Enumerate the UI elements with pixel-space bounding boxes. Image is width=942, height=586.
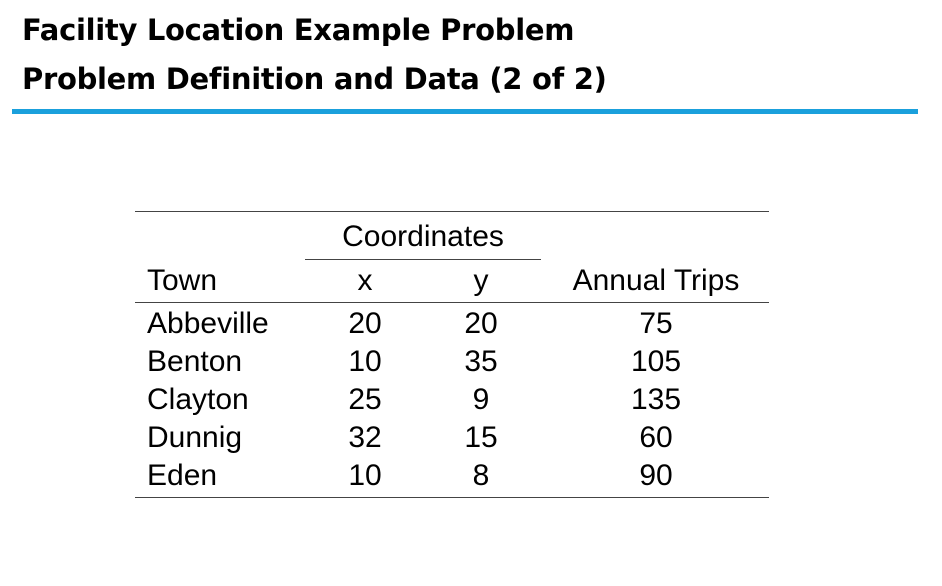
x-cell: 25 — [348, 383, 382, 416]
title-line-1: Facility Location Example Problem — [22, 13, 575, 47]
x-cell: 20 — [348, 307, 382, 340]
y-cell: 8 — [472, 459, 490, 492]
y-cell: 9 — [472, 383, 490, 416]
header-y: y — [473, 264, 489, 297]
y-cell: 35 — [464, 345, 498, 378]
town-cell: Benton — [147, 345, 243, 378]
trips-cell: 60 — [639, 421, 673, 454]
y-cell: 15 — [464, 421, 498, 454]
town-cell: Eden — [147, 459, 218, 492]
header-x: x — [357, 264, 373, 297]
header-town: Town — [147, 264, 218, 297]
coordinates-header: Coordinates — [342, 220, 504, 253]
slide-title — [22, 6, 902, 104]
x-cell: 32 — [348, 421, 382, 454]
table-bottom-rule — [135, 497, 769, 498]
coordinates-rule — [305, 259, 541, 260]
trips-cell: 105 — [630, 345, 682, 378]
trips-cell: 90 — [639, 459, 673, 492]
y-cell: 20 — [464, 307, 498, 340]
trips-cell: 75 — [639, 307, 673, 340]
table-top-rule — [135, 211, 769, 212]
title-line-2: Problem Definition and Data (2 of 2) — [22, 62, 607, 96]
header-annual-trips: Annual Trips — [572, 264, 740, 297]
x-cell: 10 — [348, 459, 382, 492]
town-cell: Clayton — [147, 383, 249, 416]
trips-cell: 135 — [630, 383, 682, 416]
header-rule — [135, 302, 769, 303]
x-cell: 10 — [348, 345, 382, 378]
town-cell: Abbeville — [147, 307, 269, 340]
town-cell: Dunnig — [147, 421, 243, 454]
title-divider — [12, 109, 918, 114]
